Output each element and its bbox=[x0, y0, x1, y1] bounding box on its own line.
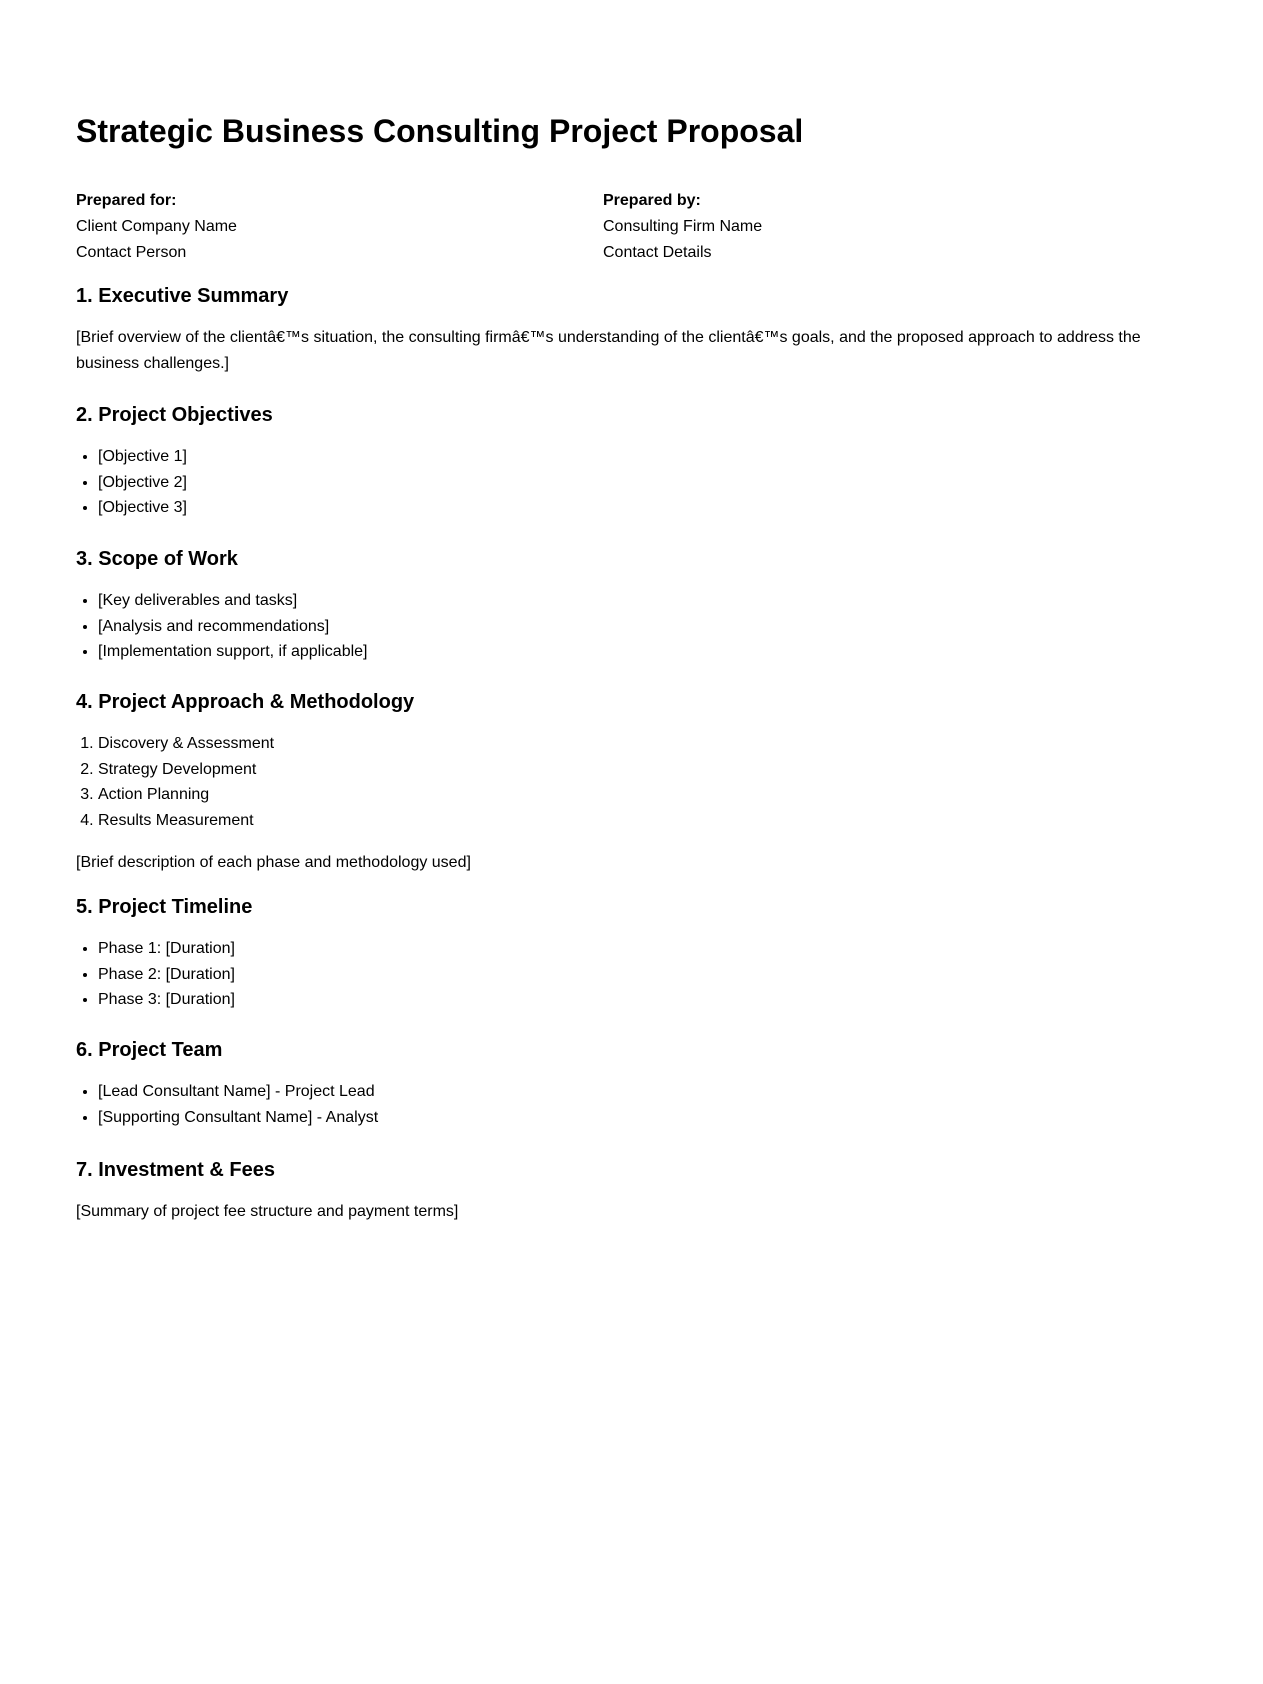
list-item: • [Analysis and recommendations] bbox=[98, 614, 1186, 640]
list-item: • [Objective 1] bbox=[98, 444, 1186, 470]
section-paragraph: [Summary of project fee structure and payment terms] bbox=[76, 1203, 459, 1220]
consulting-firm-name: Consulting Firm Name bbox=[603, 218, 763, 235]
section-heading: 1. Executive Summary bbox=[76, 285, 289, 307]
list-item: • Phase 3: [Duration] bbox=[98, 987, 1186, 1013]
client-contact-person: Contact Person bbox=[76, 244, 187, 261]
section-heading: 4. Project Approach & Methodology bbox=[76, 691, 415, 713]
section-paragraph: [Brief overview of the clientâ€™s situation, the consulting firmâ€™s understanding of the clientâ€™s goals, and the proposed approach to address the business challenges.] bbox=[76, 329, 1141, 372]
consulting-contact-details: Contact Details bbox=[603, 244, 712, 261]
list-item: • Phase 2: [Duration] bbox=[98, 962, 1186, 988]
section-paragraph: [Brief description of each phase and methodology used] bbox=[76, 853, 471, 871]
list-item: • [Supporting Consultant Name] - Analyst bbox=[98, 1105, 1186, 1131]
scope-list bbox=[76, 588, 1186, 665]
section-executive-summary bbox=[76, 283, 1186, 377]
section-heading: 2. Project Objectives bbox=[76, 404, 273, 426]
section-heading: 7. Investment & Fees bbox=[76, 1159, 275, 1181]
list-item: • [Objective 3] bbox=[98, 495, 1186, 521]
prepared-by-label: Prepared by: bbox=[603, 192, 701, 209]
prepared-by bbox=[603, 188, 762, 266]
section-scope-of-work bbox=[76, 546, 1186, 665]
list-item: 4. Results Measurement bbox=[98, 808, 1186, 834]
list-item: 2. Strategy Development bbox=[98, 757, 1186, 783]
prepared-for-label: Prepared for: bbox=[76, 192, 177, 209]
list-item: 3. Action Planning bbox=[98, 782, 1186, 808]
list-item: • [Implementation support, if applicable] bbox=[98, 639, 1186, 665]
list-item: • [Lead Consultant Name] - Project Lead bbox=[98, 1079, 1186, 1105]
section-project-objectives bbox=[76, 402, 1186, 521]
methodology-phases-list bbox=[76, 731, 1186, 834]
list-item: • [Key deliverables and tasks] bbox=[98, 588, 1186, 614]
section-investment-fees bbox=[76, 1157, 1186, 1225]
document-title: Strategic Business Consulting Project Proposal bbox=[76, 113, 804, 149]
objectives-list bbox=[76, 444, 1186, 521]
timeline-list bbox=[76, 936, 1186, 1013]
client-company-name: Client Company Name bbox=[76, 218, 237, 235]
section-heading: 5. Project Timeline bbox=[76, 896, 253, 918]
prepared-for bbox=[76, 188, 237, 266]
section-heading: 3. Scope of Work bbox=[76, 548, 238, 570]
section-heading: 6. Project Team bbox=[76, 1039, 223, 1061]
list-item: • Phase 1: [Duration] bbox=[98, 936, 1186, 962]
list-item: 1. Discovery & Assessment bbox=[98, 731, 1186, 757]
section-project-timeline bbox=[76, 894, 1186, 1013]
team-list bbox=[76, 1079, 1186, 1130]
list-item: • [Objective 2] bbox=[98, 470, 1186, 496]
section-approach-methodology bbox=[76, 689, 1186, 876]
section-project-team bbox=[76, 1037, 1186, 1130]
